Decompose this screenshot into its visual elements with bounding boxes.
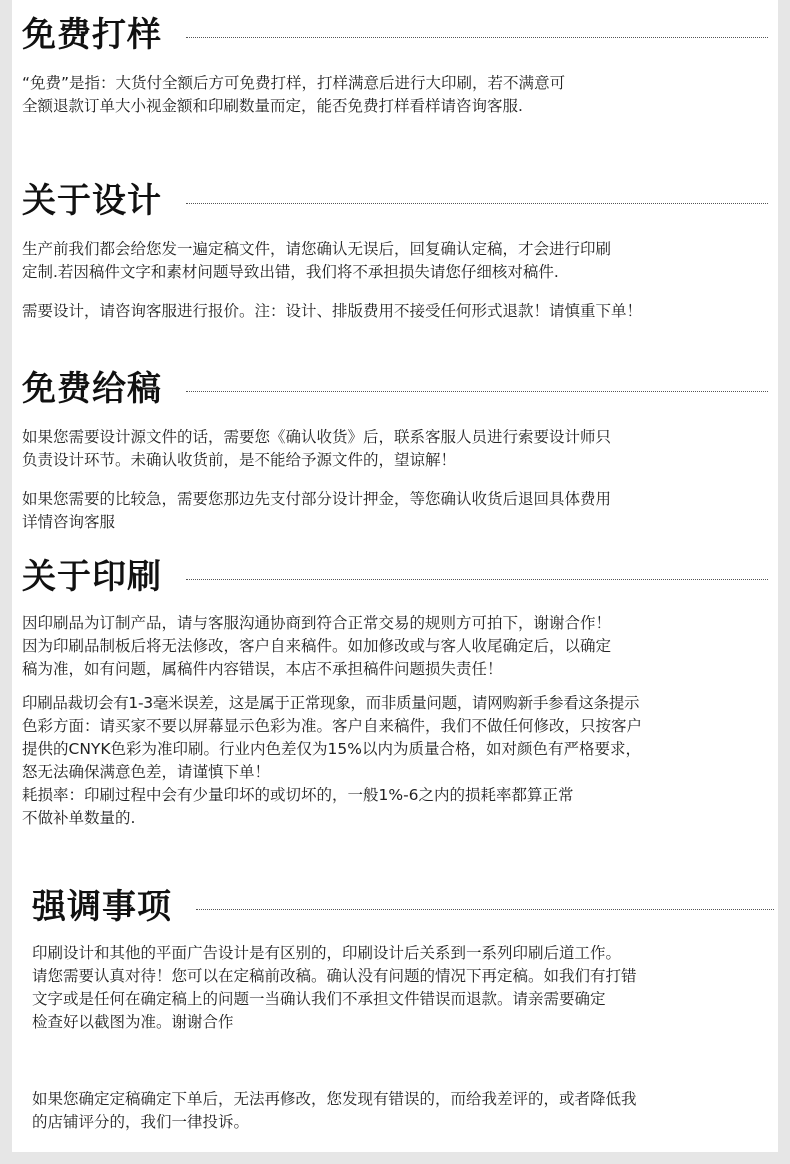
section-about-design <box>22 176 768 323</box>
section-title: 免费打样 <box>22 15 162 55</box>
section-header <box>32 882 774 932</box>
paragraph-line: 不做补单数量的. <box>22 809 136 827</box>
section-about-printing <box>22 552 768 830</box>
paragraph-line: 因为印刷品制板后将无法修改，客户自来稿件。如加修改或与客人收尾确定后，以确定 <box>22 637 612 655</box>
paragraph-line: 因印刷品为订制产品，请与客服沟通协商到符合正常交易的规则方可拍下，谢谢合作！ <box>22 614 612 632</box>
paragraph-line: 详情咨询客服 <box>22 513 116 531</box>
paragraph-line: “免费”是指：大货付全额后方可免费打样，打样满意后进行大印刷，若不满意可 <box>22 74 566 92</box>
paragraph-line: 怒无法确保满意色差，请谨慎下单！ <box>22 763 271 781</box>
section-header <box>22 364 768 414</box>
paragraph-line: 文字或是任何在确定稿上的问题一当确认我们不承担文件错误而退款。请亲需要确定 <box>32 990 606 1008</box>
section-title: 强调事项 <box>32 887 172 927</box>
paragraph-line: 印刷设计和其他的平面广告设计是有区别的，印刷设计后关系到一系列印刷后道工作。 <box>32 944 622 962</box>
paragraph-line: 全额退款订单大小视金额和印刷数量而定，能否免费打样看样请咨询客服. <box>22 97 523 115</box>
section-title: 免费给稿 <box>22 369 162 409</box>
paragraph-line: 检查好以截图为准。谢谢合作 <box>32 1013 234 1031</box>
section-title: 关于印刷 <box>22 557 162 597</box>
section-free-sample <box>22 10 768 118</box>
section-header <box>22 552 768 602</box>
paragraph-line: 提供的CNYK色彩为准印刷。行业内色差仅为15%以内为质量合格，如对颜色有严格要求， <box>22 740 642 758</box>
paragraph-line: 如果您需要的比较急，需要您那边先支付部分设计押金，等您确认收货后退回具体费用 <box>22 490 612 508</box>
section-free-source-files <box>22 364 768 534</box>
page-frame-bottom <box>0 1152 790 1164</box>
paragraph-line: 稿为准，如有问题，属稿件内容错误，本店不承担稿件问题损失责任！ <box>22 660 503 678</box>
paragraph-line: 耗损率：印刷过程中会有少量印坏的或切坏的，一般1%-6之内的损耗率都算正常 <box>22 786 574 804</box>
paragraph-line: 需要设计，请咨询客服进行报价。注：设计、排版费用不接受任何形式退款！请慎重下单！ <box>22 302 643 320</box>
dotted-divider <box>196 909 774 910</box>
page-frame-left <box>0 0 12 1164</box>
paragraph-line: 定制.若因稿件文字和素材问题导致出错，我们将不承担损失请您仔细核对稿件. <box>22 263 559 281</box>
dotted-divider <box>186 579 768 580</box>
paragraph-line: 请您需要认真对待！您可以在定稿前改稿。确认没有问题的情况下再定稿。如我们有打错 <box>32 967 637 985</box>
dotted-divider <box>186 391 768 392</box>
paragraph-line: 负责设计环节。未确认收货前，是不能给予源文件的，望谅解！ <box>22 451 457 469</box>
paragraph-line: 生产前我们都会给您发一遍定稿文件，请您确认无误后，回复确认定稿，才会进行印刷 <box>22 240 612 258</box>
section-header <box>22 10 768 60</box>
section-title: 关于设计 <box>22 181 162 221</box>
paragraph-line: 印刷品裁切会有1-3毫米误差，这是属于正常现象，而非质量问题，请网购新手参看这条提示 <box>22 694 640 712</box>
page-frame-right <box>778 0 790 1164</box>
paragraph-line: 的店铺评分的，我们一律投诉。 <box>32 1113 250 1131</box>
paragraph-line: 如果您确定定稿确定下单后，无法再修改，您发现有错误的，而给我差评的，或者降低我 <box>32 1090 637 1108</box>
dotted-divider <box>186 37 768 38</box>
section-important-notes <box>32 882 774 1134</box>
paragraph-line: 色彩方面：请买家不要以屏幕显示色彩为准。客户自来稿件，我们不做任何修改，只按客户 <box>22 717 643 735</box>
paragraph-line: 如果您需要设计源文件的话，需要您《确认收货》后，联系客服人员进行索要设计师只 <box>22 428 612 446</box>
dotted-divider <box>186 203 768 204</box>
section-header <box>22 176 768 226</box>
